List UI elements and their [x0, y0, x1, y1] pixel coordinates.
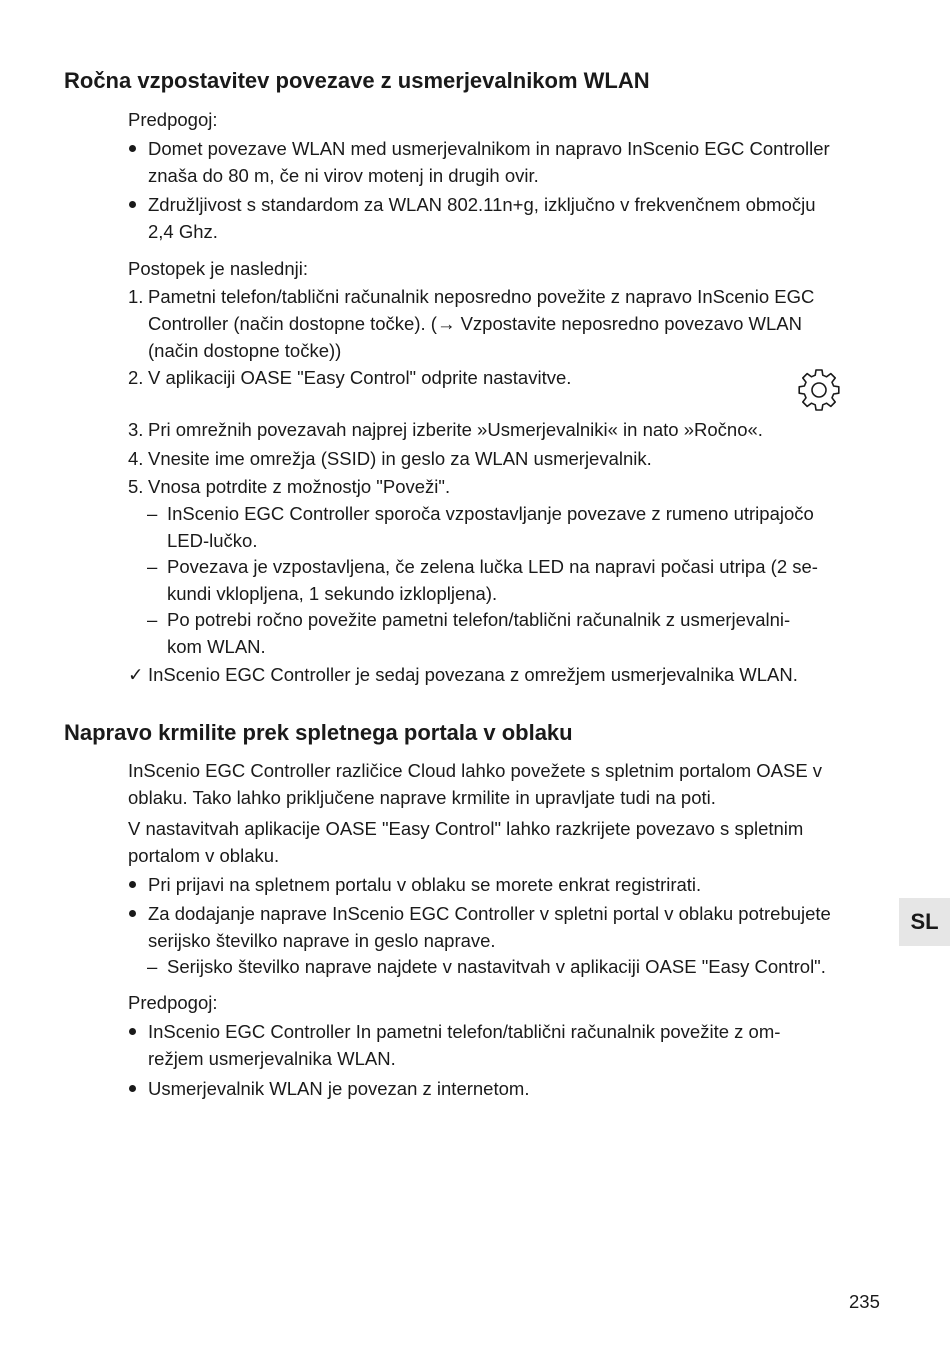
step-number: 4. [128, 448, 144, 469]
intro-paragraph [128, 757, 822, 811]
result-item [128, 661, 798, 688]
prerequisite-label: Predpogoj: [128, 109, 218, 130]
list-item [148, 900, 831, 954]
step-item [128, 445, 652, 472]
bullet-icon [129, 1085, 136, 1092]
step-item [128, 473, 451, 500]
list-item [148, 1018, 780, 1072]
step-item [128, 283, 815, 364]
step-number: 1. [128, 286, 144, 307]
gear-icon [795, 366, 843, 414]
bullet-icon [129, 910, 136, 917]
paragraph-line: portalom v oblaku. [128, 845, 280, 866]
step-item [128, 416, 763, 443]
step-number: 2. [128, 367, 144, 388]
sub-item-line: Serijsko številko naprave najdete v nastavitvah v aplikaciji OASE "Easy Control". [167, 956, 826, 977]
list-item [148, 871, 701, 898]
procedure-label: Postopek je naslednji: [128, 258, 308, 279]
checkmark-icon: ✓ [128, 664, 144, 685]
paragraph-line: oblaku. Tako lahko priključene naprave krmilite in upravljate tudi na poti. [128, 787, 716, 808]
list-item-line: znaša do 80 m, če ni virov motenj in drugih ovir. [148, 165, 539, 186]
dash-mark: – [147, 609, 158, 630]
step-line: Vnosa potrdite z možnostjo "Poveži". [148, 476, 451, 497]
step-number: 3. [128, 419, 144, 440]
language-tab [899, 898, 950, 946]
section-title-cloud-portal: Napravo krmilite prek spletnega portala v oblaku [64, 720, 573, 745]
dash-mark: – [147, 503, 158, 524]
list-item-line: 2,4 Ghz. [148, 221, 218, 242]
step-item [128, 364, 572, 391]
dash-mark: – [147, 556, 158, 577]
prerequisite-label: Predpogoj: [128, 992, 218, 1013]
sub-item-line: kundi vklopljena, 1 sekundo izklopljena). [167, 583, 498, 604]
sub-item-line: Po potrebi ročno povežite pametni telefon/tablični računalnik z usmerjevalni- [167, 609, 791, 630]
step-number: 5. [128, 476, 144, 497]
page-number: 235 [849, 1291, 880, 1312]
step-line: V aplikaciji OASE "Easy Control" odprite nastavitve. [148, 367, 572, 388]
list-item-line: Za dodajanje naprave InScenio EGC Controller v spletni portal v oblaku potrebujete [148, 903, 831, 924]
bullet-icon [129, 145, 136, 152]
step-line: Pri omrežnih povezavah najprej izberite »Usmerjevalniki« in nato »Ročno«. [148, 419, 763, 440]
result-text: InScenio EGC Controller je sedaj povezana z omrežjem usmerjevalnika WLAN. [148, 664, 798, 685]
paragraph-line: V nastavitvah aplikacije OASE "Easy Control" lahko razkrijete povezavo s spletnim [128, 818, 804, 839]
sub-item [147, 953, 826, 980]
list-item-line: Združljivost s standardom za WLAN 802.11n+g, izključno v frekvenčnem območju [148, 194, 816, 215]
step-line: Vnesite ime omrežja (SSID) in geslo za WLAN usmerjevalnik. [148, 448, 652, 469]
dash-mark: – [147, 956, 158, 977]
bullet-icon [129, 881, 136, 888]
list-item [148, 135, 830, 189]
step-line: Pametni telefon/tablični računalnik neposredno povežite z napravo InScenio EGC [148, 286, 815, 307]
bullet-icon [129, 201, 136, 208]
list-item [148, 1075, 529, 1102]
sub-item [147, 500, 814, 554]
sub-item-line: InScenio EGC Controller sporoča vzpostavljanje povezave z rumeno utripajočo [167, 503, 814, 524]
step-line: (način dostopne točke)) [148, 340, 342, 361]
list-item-line: režjem usmerjevalnika WLAN. [148, 1048, 396, 1069]
sub-item-line: kom WLAN. [167, 636, 266, 657]
step-line: Controller (način dostopne točke). (→ Vzpostavite neposredno povezavo WLAN [148, 313, 803, 334]
list-item-line: Pri prijavi na spletnem portalu v oblaku se morete enkrat registrirati. [148, 874, 702, 895]
paragraph-line: InScenio EGC Controller različice Cloud lahko povežete s spletnim portalom OASE v [128, 760, 823, 781]
sub-item-line: Povezava je vzpostavljena, če zelena lučka LED na napravi počasi utripa (2 se- [167, 556, 818, 577]
list-item-line: Usmerjevalnik WLAN je povezan z internetom. [148, 1078, 530, 1099]
list-item-line: InScenio EGC Controller In pametni telefon/tablični računalnik povežite z om- [148, 1021, 781, 1042]
sub-item-line: LED-lučko. [167, 530, 258, 551]
intro-paragraph [128, 815, 803, 869]
list-item [148, 191, 816, 245]
language-tab-label: SL [910, 909, 939, 934]
list-item-line: Domet povezave WLAN med usmerjevalnikom in napravo InScenio EGC Controller [148, 138, 830, 159]
list-item-line: serijsko številko naprave in geslo naprave. [148, 930, 496, 951]
bullet-icon [129, 1028, 136, 1035]
sub-item [147, 553, 818, 607]
sub-item [147, 606, 791, 660]
section-title-manual-wlan: Ročna vzpostavitev povezave z usmerjevalnikom WLAN [64, 68, 650, 93]
